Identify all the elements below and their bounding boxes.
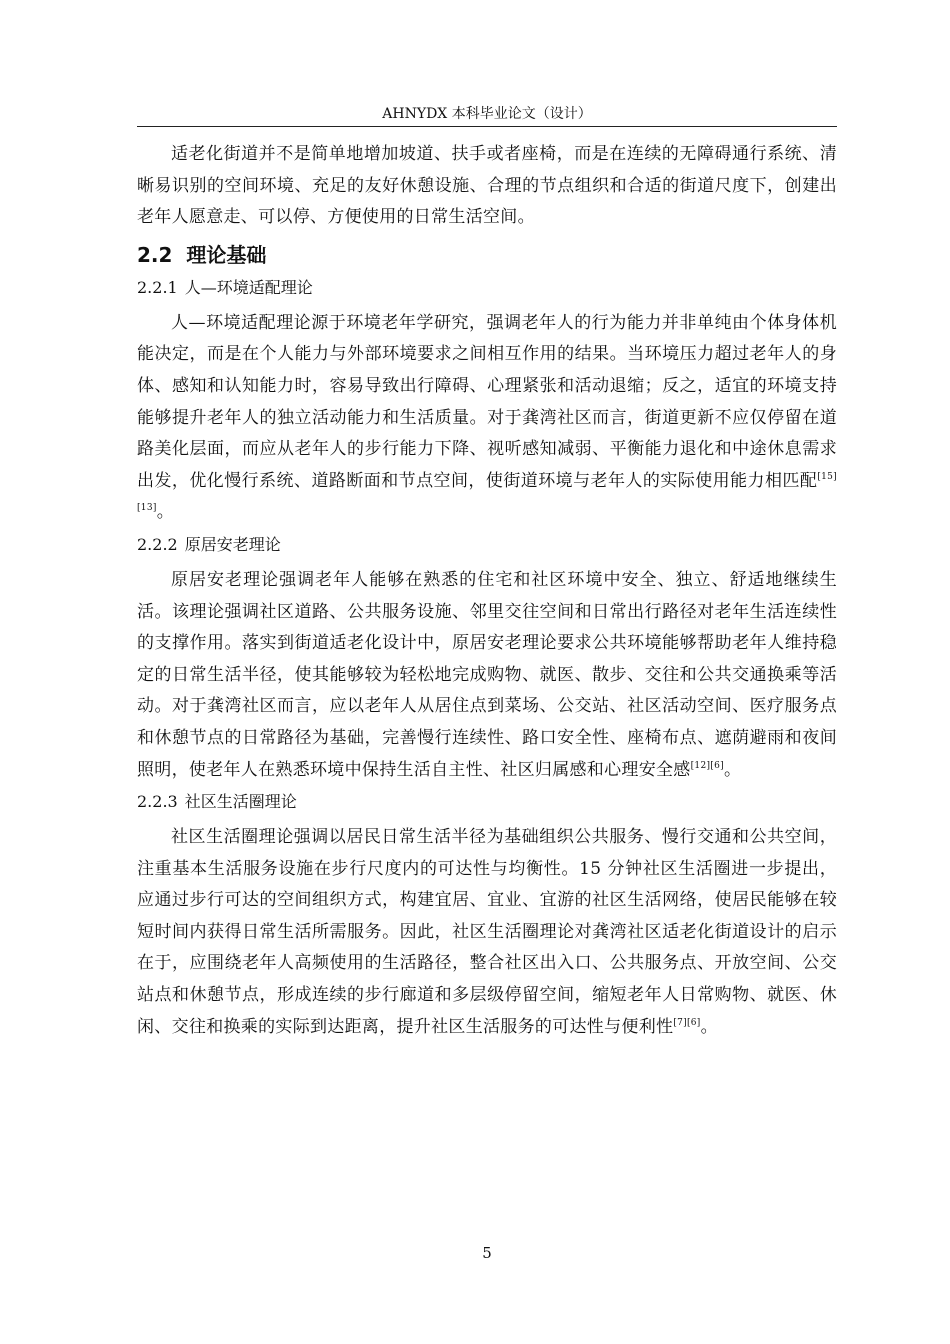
paragraph-end: 。 [156, 502, 174, 523]
subsection-paragraph [137, 822, 837, 1043]
intro-paragraph: 适老化街道并不是简单地增加坡道、扶手或者座椅，而是在连续的无障碍通行系统、清晰易识别的空间环境、充足的友好休憩设施、合理的节点组织和合适的街道尺度下，创建出老年人愿意走、可以停、方便使用的日常生活空间。 [137, 144, 837, 228]
citation: [7][6] [673, 1017, 701, 1028]
subsection-heading [137, 531, 837, 559]
running-header: AHNYDX 本科毕业论文（设计） [382, 106, 592, 122]
subsection-number: 2.2.3 [137, 792, 178, 812]
paragraph-end: 。 [723, 759, 742, 780]
page-body [137, 139, 837, 1043]
subsection-paragraph [137, 565, 837, 786]
citation: [15][13] [137, 471, 837, 514]
citation: [12][6] [690, 760, 724, 771]
header-rule [137, 126, 837, 127]
subsection-number: 2.2.1 [137, 277, 178, 297]
paragraph-text: 人—环境适配理论源于环境老年学研究，强调老年人的行为能力并非单纯由个体身体机能决定，而是在个人能力与外部环境要求之间相互作用的结果。当环境压力超过老年人的身体、感知和认知能力时，容易导致出行障碍、心理紧张和活动退缩；反之，适宜的环境支持能够提升老年人的独立活动能力和生活质量。对于龚湾社区而言，街道更新不应仅停留在道路美化层面，而应从老年人的步行能力下降、视听感知减弱、平衡能力退化和中途休息需求出发，优化慢行系统、道路断面和节点空间，使街道环境与老年人的实际使用能力相匹配 [137, 312, 837, 491]
subsection-heading [137, 788, 837, 816]
paragraph-text: 社区生活圈理论强调以居民日常生活半径为基础组织公共服务、慢行交通和公共空间，注重基本生活服务设施在步行尺度内的可达性与均衡性。15 分钟社区生活圈进一步提出，应通过步行可达的空间组织方式，构建宜居、宜业、宜游的社区生活网络，使居民能够在较短时间内获得日常生活所需服务。因此，社区生活圈理论对龚湾社区适老化街道设计的启示在于，应围绕老年人高频使用的生活路径，整合社区出入口、公共服务点、开放空间、公交站点和休憩节点，形成连续的步行廊道和多层级停留空间，缩短老年人日常购物、就医、休闲、交往和换乘的实际到达距离，提升社区生活服务的可达性与便利性 [137, 827, 837, 1037]
section-heading [137, 238, 837, 272]
section-number: 2.2 [137, 242, 173, 267]
subsection-heading [137, 274, 837, 302]
paragraph-text: 原居安老理论强调老年人能够在熟悉的住宅和社区环境中安全、独立、舒适地继续生活。该理论强调社区道路、公共服务设施、邻里交往空间和日常出行路径对老年生活连续性的支撑作用。落实到街道适老化设计中，原居安老理论要求公共环境能够帮助老年人维持稳定的日常生活半径，使其能够较为轻松地完成购物、就医、散步、交往和公共交通换乘等活动。对于龚湾社区而言，应以老年人从居住点到菜场、公交站、社区活动空间、医疗服务点和休憩节点的日常路径为基础，完善慢行连续性、路口安全性、座椅布点、遮荫避雨和夜间照明，使老年人在熟悉环境中保持生活自主性、社区归属感和心理安全感 [137, 569, 837, 780]
section-title: 理论基础 [186, 242, 267, 267]
page-number: 5 [482, 1244, 492, 1262]
subsection-paragraph [137, 308, 837, 529]
subsection-number: 2.2.2 [137, 534, 178, 554]
subsection-title: 社区生活圈理论 [184, 792, 297, 812]
subsection-title: 原居安老理论 [184, 534, 281, 554]
subsection-title: 人—环境适配理论 [184, 277, 313, 297]
paragraph-end: 。 [700, 1016, 718, 1037]
